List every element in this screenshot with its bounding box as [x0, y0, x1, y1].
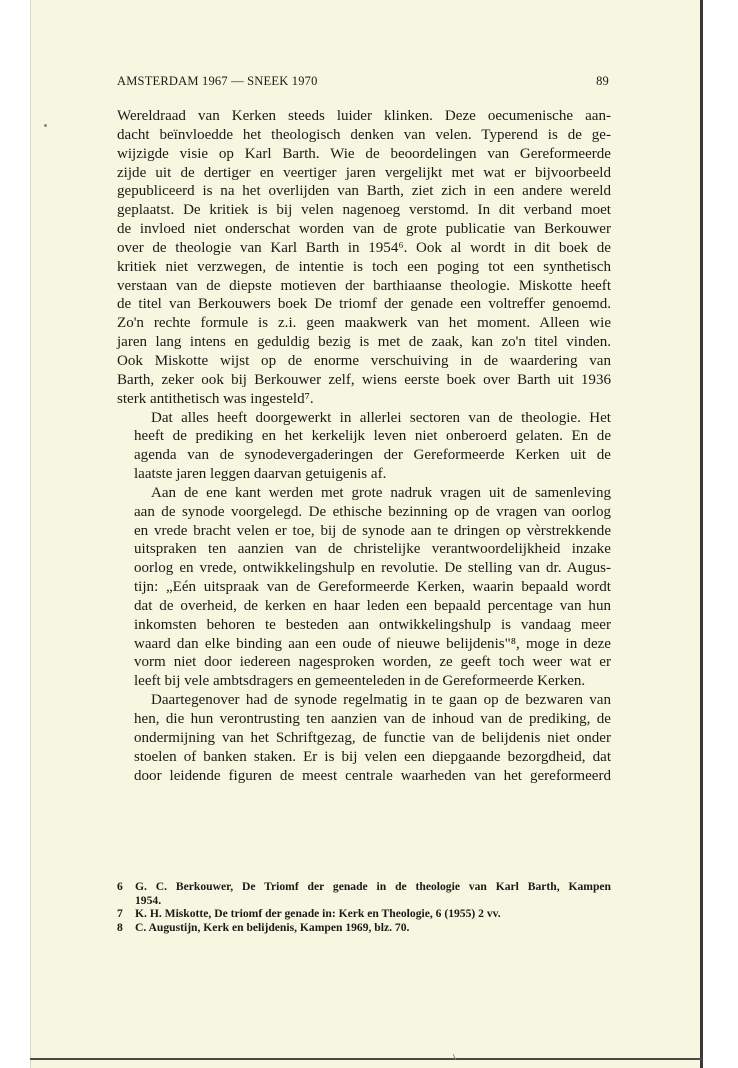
text-line: heeft de prediking en het kerkelijk leven niet onberoerd gelaten. En de	[134, 428, 611, 445]
footnote	[117, 921, 611, 935]
paragraph	[117, 484, 611, 691]
text-line: door leidende figuren de meest centrale waarheden van het gereformeerd	[134, 767, 611, 784]
body-text	[117, 107, 611, 785]
text-line: dacht beïnvloedde het theologisch denken van velen. Typerend is de ge-	[117, 126, 611, 143]
running-title: AMSTERDAM 1967 — SNEEK 1970	[117, 74, 318, 88]
footnote-line: G. C. Berkouwer, De Triomf der genade in de theologie van Karl Barth, Kampen	[135, 880, 611, 893]
footnote-line: C. Augustijn, Kerk en belijdenis, Kampen 1969, blz. 70.	[135, 920, 410, 934]
page-edge-shadow	[700, 0, 703, 1068]
text-line: Zo'n rechte formule is z.i. geen maakwerk van het moment. Alleen wie	[117, 315, 611, 332]
text-line: wijzigde visie op Karl Barth. Wie de beoordelingen van Gereformeerde	[117, 145, 611, 162]
margin-speck	[44, 124, 47, 127]
text-line: Aan de ene kant werden met grote nadruk vragen uit de samenleving	[151, 484, 611, 501]
text-line: Wereldraad van Kerken steeds luider klinken. Deze oecumenische aan-	[117, 108, 611, 124]
text-line: oorlog en vrede, ontwikkelingshulp en revolutie. De stelling van dr. Augus-	[134, 560, 611, 577]
footnote	[117, 880, 611, 907]
text-line: jaren lang intens en geduldig bezig is met de zaak, kan zo'n titel vinden.	[117, 334, 611, 351]
text-line: kritiek niet verzwegen, de intentie is toch een poging tot een synthetisch	[117, 258, 611, 275]
text-line: agenda van de synodevergaderingen der Gereformeerde Kerken uit de	[134, 447, 611, 464]
footnote	[117, 907, 611, 921]
footnote-number: 7	[117, 907, 123, 921]
paragraph	[117, 409, 611, 484]
text-line: tijn: „Eén uitspraak van de Gereformeerde Kerken, waarin bepaald wordt	[134, 579, 611, 596]
text-line: inkomsten behoren te besteden aan ontwikkelingshulp is vandaag meer	[134, 616, 611, 633]
page-number: 89	[596, 74, 609, 88]
text-line: ondermijning van het Schriftgezag, de functie van de belijdenis niet onder	[134, 729, 611, 746]
text-line: laatste jaren leggen daarvan getuigenis af.	[134, 466, 387, 483]
paragraph	[117, 691, 611, 785]
footnote-number: 8	[117, 920, 123, 934]
footnotes	[117, 880, 611, 934]
text-line: aan de synode voorgelegd. De ethische bezinning op de vragen van oorlog	[134, 503, 611, 520]
text-line: sterk antithetisch was ingesteld⁷.	[117, 390, 314, 407]
text-line: hen, die hun verontrusting ten aanzien van de inhoud van de prediking, de	[134, 711, 611, 727]
text-line: verstaan van de diepste motieven der barthiaanse theologie. Miskotte heeft	[117, 277, 611, 294]
text-line: Barth, zeker ook bij Berkouwer zelf, wiens eerste boek over Barth uit 1936	[117, 371, 611, 388]
text-line: gepubliceerd is na het overlijden van Barth, ziet zich in een andere wereld	[117, 183, 611, 200]
paragraph	[117, 107, 611, 409]
text-line: zijde uit de dertiger en veertiger jaren vergelijkt met wat er bijvoorbeeld	[117, 164, 611, 181]
text-line: dat de overheid, de kerken en haar leden een bepaald percentage van hun	[134, 597, 611, 614]
footnote-line: 1954.	[135, 893, 162, 907]
text-line: Daartegenover had de synode regelmatig in te gaan op de bezwaren van	[151, 692, 611, 709]
text-line: leeft bij vele ambtsdragers en gemeenteleden in de Gereformeerde Kerken.	[134, 673, 586, 690]
text-line: Dat alles heeft doorgewerkt in allerlei sectoren van de theologie. Het	[151, 409, 611, 426]
text-line: waard dan elke binding aan een oude of nieuwe belijdenis"⁸, moge in deze	[134, 635, 611, 652]
footnote-number: 6	[117, 880, 123, 893]
text-line: geplaatst. De kritiek is bij velen nagenoeg verstomd. In dit verband moet	[117, 202, 611, 219]
text-line: over de theologie van Karl Barth in 1954⁶. Ook al wordt in dit boek de	[117, 239, 611, 256]
page-bottom-edge	[30, 1058, 702, 1060]
text-line: de invloed niet onderschat worden van de grote publicatie van Berkouwer	[117, 221, 611, 238]
text-line: stoelen of banken staken. Er is bij velen een diepgaande bezorgdheid, dat	[134, 748, 611, 765]
footnote-line: K. H. Miskotte, De triomf der genade in: Kerk en Theologie, 6 (1955) 2 vv.	[135, 907, 501, 921]
text-line: de titel van Berkouwers boek De triomf der genade een voltreffer genoemd.	[117, 296, 611, 313]
text-line: vorm niet door iedereen nagesproken worden, ze geeft toch weer wat er	[134, 654, 611, 671]
text-line: Ook Miskotte wijst op de enorme verschuiving in de waardering van	[117, 352, 611, 369]
text-line: uitspraken ten aanzien van de christelijke verantwoordelijkheid inzake	[134, 541, 611, 558]
text-line: en vrede bracht velen er toe, bij de synode aan te dringen op vèrstrekkende	[134, 522, 611, 539]
